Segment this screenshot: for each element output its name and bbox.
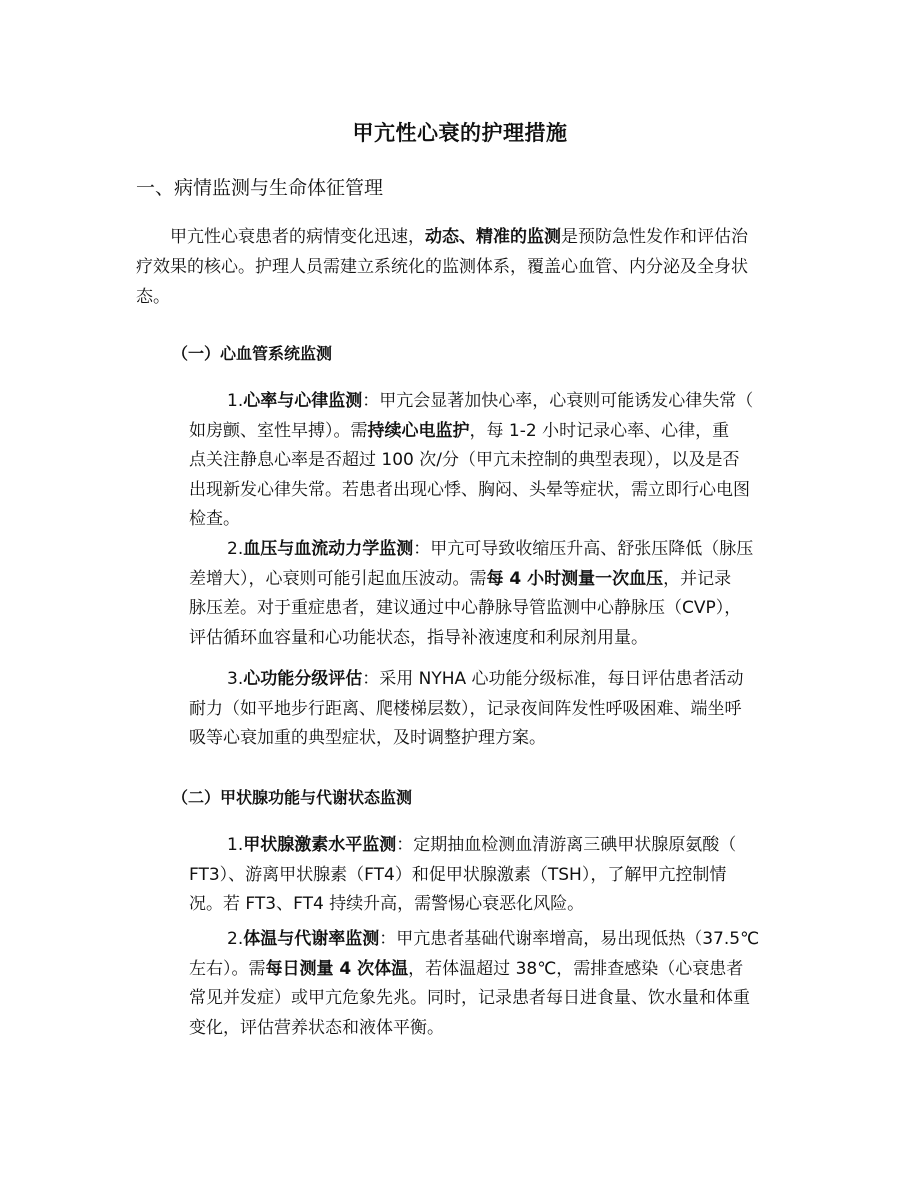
- list-item: [189, 535, 789, 653]
- item-text: ：采用 NYHA 心功能分级标准，每日评估患者活动: [362, 669, 744, 689]
- item-text: ：甲亢患者基础代谢率增高，易出现低热（37.5℃: [379, 929, 760, 949]
- list-item: [189, 387, 789, 535]
- item-text: FT3）、游离甲状腺素（FT4）和促甲状腺激素（TSH），了解甲亢控制情: [189, 864, 727, 885]
- section-heading-1: 一、病情监测与生命体征管理: [136, 177, 384, 199]
- document-title: 甲亢性心衰的护理措施: [352, 121, 568, 145]
- item-text: ：甲亢会显著加快心率，心衰则可能诱发心律失常（: [362, 391, 754, 411]
- item-number: 2.: [227, 539, 244, 559]
- item-number: 1.: [227, 391, 244, 411]
- list-item: [189, 665, 789, 754]
- item-bold-title: 心率与心律监测: [243, 391, 363, 411]
- subsection-heading-1: （一）心血管系统监测: [172, 344, 333, 363]
- item-bold-text: 每日测量 4 次体温: [265, 958, 409, 979]
- item-text: 吸等心衰加重的典型症状，及时调整护理方案。: [189, 728, 546, 748]
- item-text: 脉压差。对于重症患者，建议通过中心静脉导管监测中心静脉压（CVP），: [189, 598, 742, 618]
- item-number: 1.: [227, 835, 244, 855]
- item-text: 常见并发症）或甲亢危象先兆。同时，记录患者每日进食量、饮水量和体重: [189, 988, 750, 1008]
- item-bold-title: 甲状腺激素水平监测: [243, 835, 397, 855]
- subsection-heading-2: （二）甲状腺功能与代谢状态监测: [172, 788, 413, 807]
- item-text: ：甲亢可导致收缩压升高、舒张压降低（脉压: [413, 539, 754, 559]
- list-item: [189, 925, 789, 1043]
- item-text: 耐力（如平地步行距离、爬楼梯层数），记录夜间阵发性呼吸困难、端坐呼: [189, 698, 742, 719]
- intro-text: 态。: [136, 287, 170, 307]
- item-bold-title: 心功能分级评估: [243, 669, 363, 689]
- intro-text: 甲亢性心衰患者的病情变化迅速，: [170, 227, 425, 247]
- item-text: ，并记录: [663, 568, 732, 589]
- item-text: 如房颤、室性早搏）。需: [189, 420, 368, 441]
- item-text: ，若体温超过 38℃，需排查感染（心衰患者: [408, 958, 744, 979]
- item-number: 3.: [227, 669, 244, 689]
- item-text: ：定期抽血检测血清游离三碘甲状腺原氨酸（: [396, 835, 737, 855]
- item-bold-text: 每 4 小时测量一次血压: [486, 568, 664, 589]
- intro-bold: 动态、精准的监测: [425, 227, 561, 247]
- intro-text: 疗效果的核心。护理人员需建立系统化的监测体系，覆盖心血管、内分泌及全身状: [136, 257, 748, 277]
- item-text: 检查。: [189, 509, 240, 529]
- item-bold-text: 持续心电监护: [367, 420, 470, 441]
- item-bold-title: 血压与血流动力学监测: [243, 539, 414, 559]
- item-text: 况。若 FT3、FT4 持续升高，需警惕心衰恶化风险。: [189, 894, 585, 914]
- item-text: ，每 1-2 小时记录心率、心律，重: [469, 420, 730, 441]
- item-text: 变化，评估营养状态和液体平衡。: [189, 1017, 444, 1038]
- section-1-intro: [136, 222, 786, 312]
- item-text: 点关注静息心率是否超过 100 次/分（甲亢未控制的典型表现），以及是否: [189, 450, 740, 470]
- list-item: [189, 831, 789, 920]
- item-text: 差增大），心衰则可能引起血压波动。需: [189, 568, 487, 589]
- item-text: 评估循环血容量和心功能状态，指导补液速度和利尿剂用量。: [189, 627, 648, 648]
- item-number: 2.: [227, 929, 244, 949]
- item-bold-title: 体温与代谢率监测: [243, 929, 380, 949]
- item-text: 左右）。需: [189, 958, 266, 979]
- item-text: 出现新发心律失常。若患者出现心悸、胸闷、头晕等症状，需立即行心电图: [189, 479, 750, 500]
- intro-text: 是预防急性发作和评估治: [561, 227, 748, 247]
